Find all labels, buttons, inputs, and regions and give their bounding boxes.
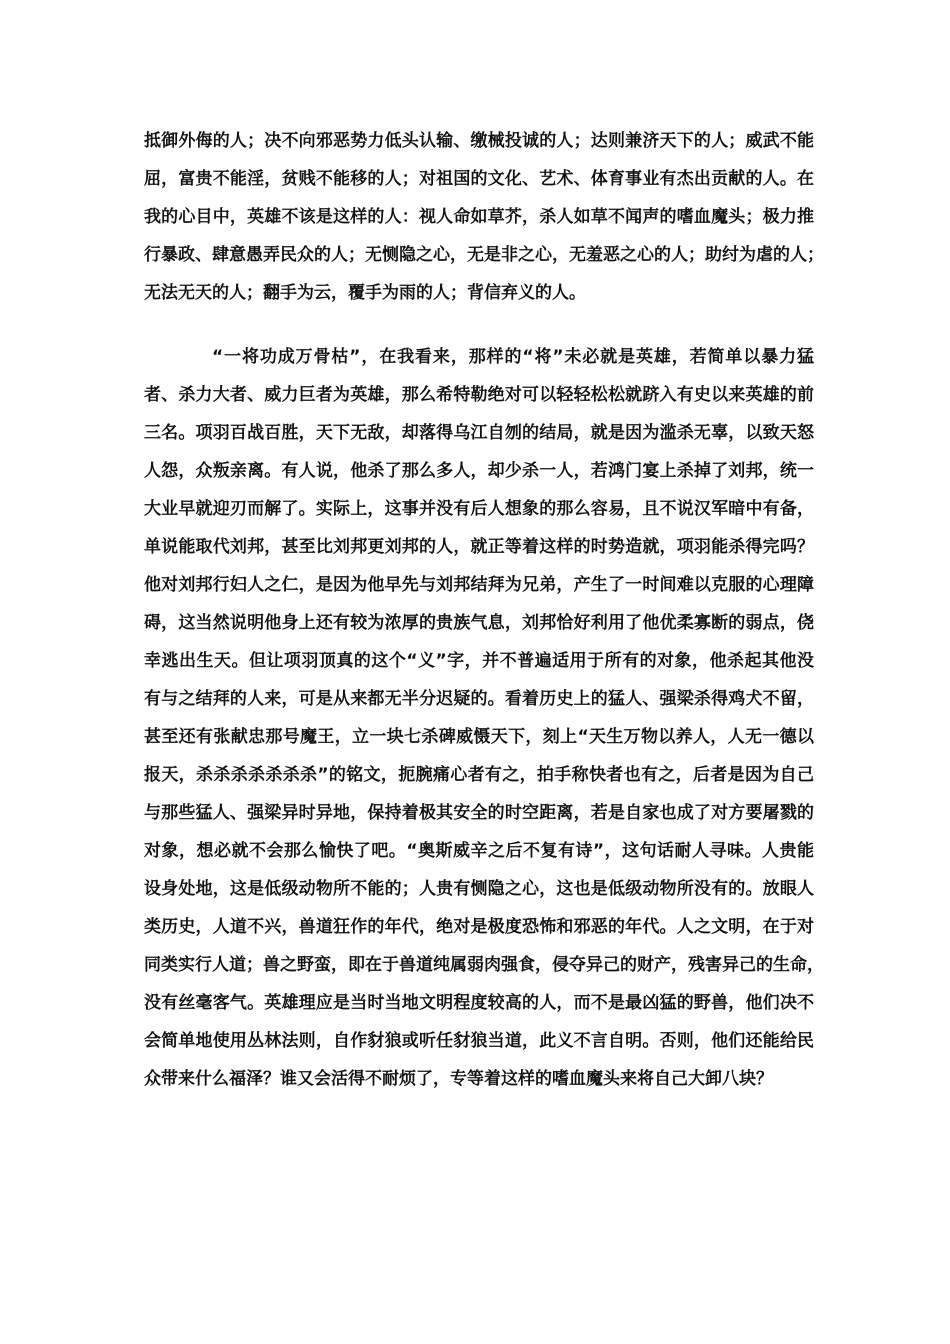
text-line: 与那些猛人、强梁异时异地，保持着极其安全的时空距离，若是自家也成了对方要屠戮的: [144, 803, 814, 823]
text-line: 对象，想必就不会那么愉快了吧。“奥斯威辛之后不复有诗”，这句话耐人寻味。人贵能: [144, 841, 814, 861]
text-line: 会简单地使用丛林法则，自作豺狼或听任豺狼当道，此义不言自明。否则，他们还能给民: [144, 1031, 814, 1051]
text-line: 众带来什么福泽？谁又会活得不耐烦了，专等着这样的嗜血魔头来将自己大卸八块？: [144, 1069, 773, 1089]
text-line: 屈，富贵不能淫，贫贱不能移的人；对祖国的文化、艺术、体育事业有杰出贡献的人。在: [144, 169, 814, 189]
text-line: “一将功成万骨枯”，在我看来，那样的“将”未必就是英雄，若简单以暴力猛: [212, 347, 814, 367]
text-line: 没有丝毫客气。英雄理应是当时当地文明程度较高的人，而不是最凶猛的野兽，他们决不: [144, 993, 814, 1013]
text-line: 大业早就迎刃而解了。实际上，这事并没有后人想象的那么容易，且不说汉军暗中有备，: [144, 499, 814, 519]
text-line: 碍，这当然说明他身上还有较为浓厚的贵族气息，刘邦恰好利用了他优柔寡断的弱点，侥: [144, 613, 814, 633]
text-line: 设身处地，这是低级动物所不能的；人贵有恻隐之心，这也是低级动物所没有的。放眼人: [144, 879, 814, 899]
text-line: 报天，杀杀杀杀杀杀杀”的铭文，扼腕痛心者有之，拍手称快者也有之，后者是因为自己: [144, 765, 814, 785]
text-line: 甚至还有张献忠那号魔王，立一块七杀碑威慑天下，刻上“天生万物以养人，人无一德以: [144, 727, 814, 747]
text-line: 类历史，人道不兴，兽道狂作的年代，绝对是极度恐怖和邪恶的年代。人之文明，在于对: [144, 917, 814, 937]
text-line: 同类实行人道；兽之野蛮，即在于兽道纯属弱肉强食，侵夺异己的财产，残害异己的生命，: [144, 955, 824, 975]
text-line: 行暴政、肆意愚弄民众的人；无恻隐之心，无是非之心，无羞恶之心的人；助纣为虐的人；: [144, 245, 824, 265]
text-line: 者、杀力大者、威力巨者为英雄，那么希特勒绝对可以轻轻松松就跻入有史以来英雄的前: [144, 385, 814, 405]
text-line: 三名。项羽百战百胜，天下无敌，却落得乌江自刎的结局，就是因为滥杀无辜，以致天怒: [144, 423, 814, 443]
text-line: 幸逃出生天。但让项羽顶真的这个“义”字，并不普遍适用于所有的对象，他杀起其他没: [144, 651, 814, 671]
text-line: 有与之结拜的人来，可是从来都无半分迟疑的。看着历史上的猛人、强梁杀得鸡犬不留，: [144, 689, 814, 709]
text-line: 人怨，众叛亲离。有人说，他杀了那么多人，却少杀一人，若鸿门宴上杀掉了刘邦，统一: [144, 461, 814, 481]
text-line: 无法无天的人；翻手为云，覆手为雨的人；背信弃义的人。: [144, 283, 586, 303]
text-line: 单说能取代刘邦，甚至比刘邦更刘邦的人，就正等着这样的时势造就，项羽能杀得完吗？: [144, 537, 814, 557]
text-line: 他对刘邦行妇人之仁，是因为他早先与刘邦结拜为兄弟，产生了一时间难以克服的心理障: [144, 575, 814, 595]
text-line: 我的心目中，英雄不该是这样的人：视人命如草芥，杀人如草不闻声的嗜血魔头；极力推: [144, 207, 814, 227]
text-line: 抵御外侮的人；决不向邪恶势力低头认输、缴械投诚的人；达则兼济天下的人；威武不能: [144, 131, 814, 151]
